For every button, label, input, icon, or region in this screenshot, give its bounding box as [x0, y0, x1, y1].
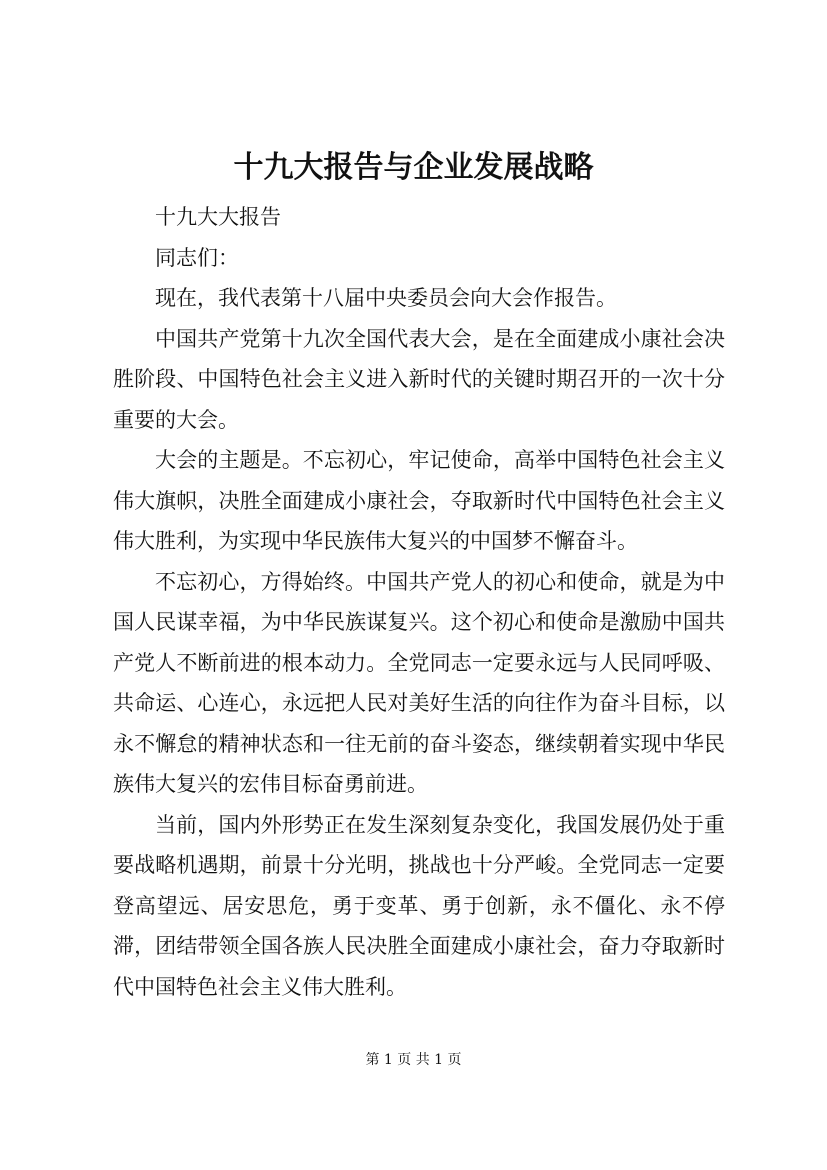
document-body: [113, 197, 725, 1007]
page-footer: 第 1 页 共 1 页: [365, 1052, 462, 1068]
paragraph-original-aspiration: 不忘初心，方得始终。中国共产党人的初心和使命，就是为中国人民谋幸福，为中华民族谋复兴。这个初心和使命是激励中国共产党人不断前进的根本动力。全党同志一定要永远与人民同呼吸、共命运、心连心，永远把人民对美好生活的向往作为奋斗目标，以永不懈怠的精神状态和一往无前的奋斗姿态，继续朝着实现中华民族伟大复兴的宏伟目标奋勇前进。: [113, 569, 725, 796]
paragraph-subtitle: 十九大大报告: [155, 205, 281, 229]
paragraph-salutation: 同志们：: [155, 245, 239, 270]
document-title: 十九大报告与企业发展战略: [233, 150, 594, 185]
paragraph-current-situation: 当前，国内外形势正在发生深刻复杂变化，我国发展仍处于重要战略机遇期，前景十分光明，挑战也十分严峻。全党同志一定要登高望远、居安思危，勇于变革、勇于创新，永不僵化、永不停滞，团结带领全国各族人民决胜全面建成小康社会，奋力夺取新时代中国特色社会主义伟大胜利。: [113, 812, 725, 999]
paragraph-congress: 中国共产党第十九次全国代表大会，是在全面建成小康社会决胜阶段、中国特色社会主义进入新时代的关键时期召开的一次十分重要的大会。: [113, 326, 725, 432]
paragraph-opening: 现在，我代表第十八届中央委员会向大会作报告。: [155, 286, 617, 310]
paragraph-theme: 大会的主题是。不忘初心，牢记使命，高举中国特色社会主义伟大旗帜，决胜全面建成小康社会，夺取新时代中国特色社会主义伟大胜利，为实现中华民族伟大复兴的中国梦不懈奋斗。: [113, 448, 725, 553]
